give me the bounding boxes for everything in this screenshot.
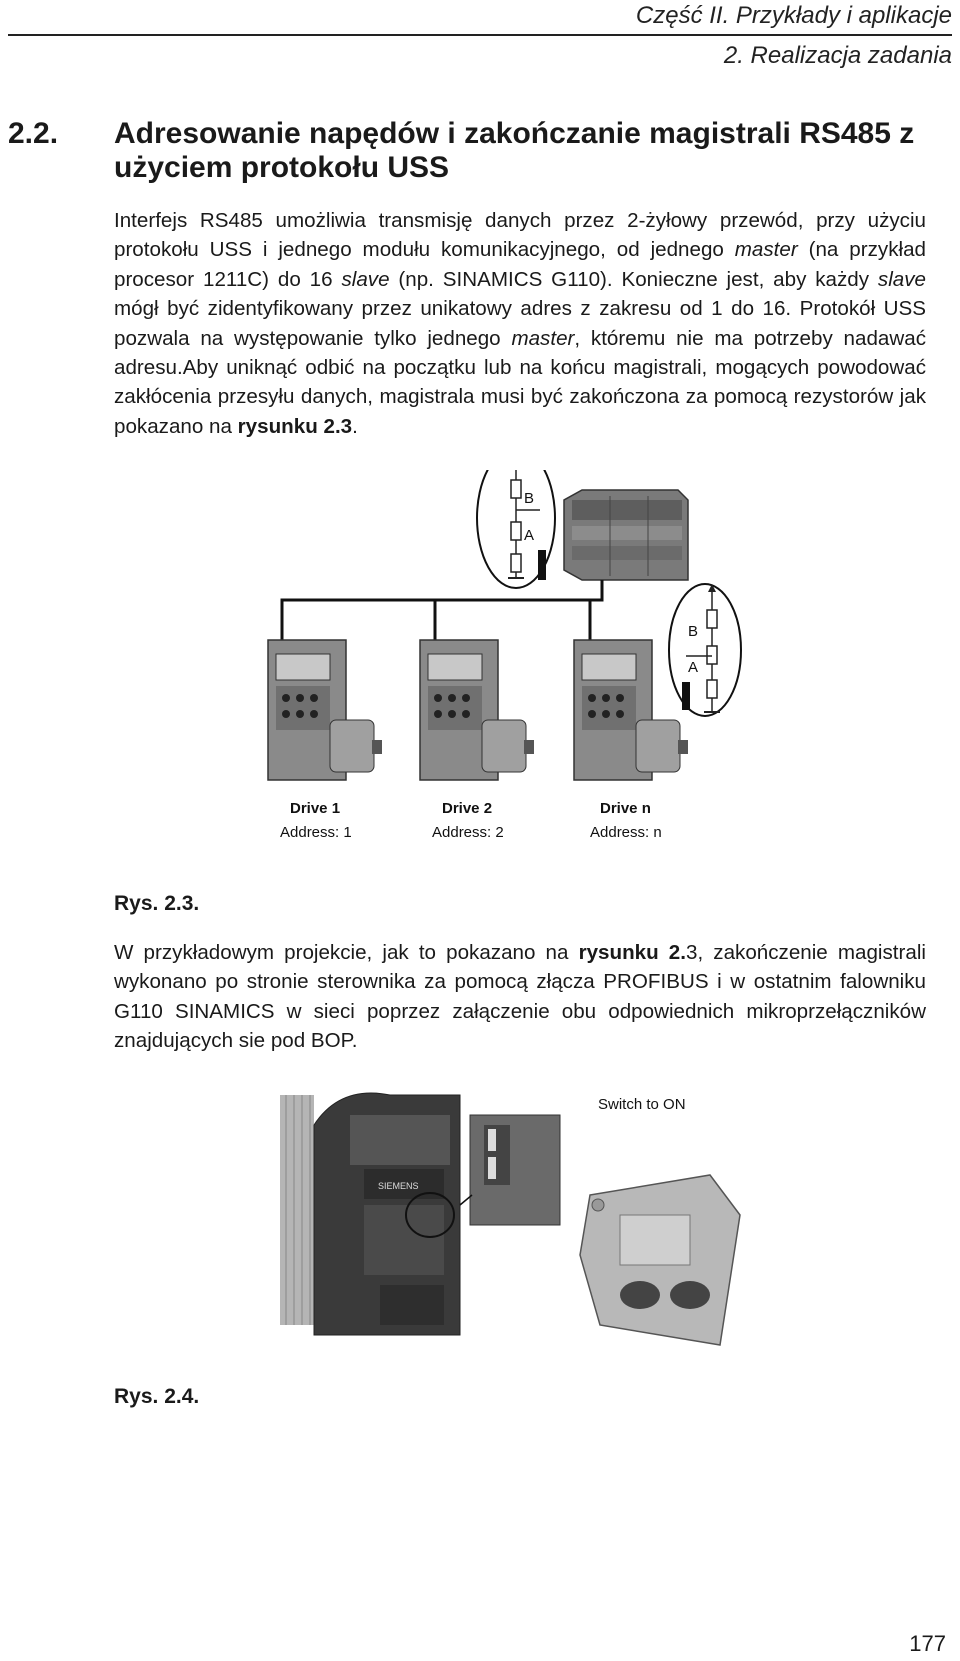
p2-text-2: 3, zakończenie magistrali wykonano po stronie sterownika za pomocą złącza PROFIBUS i w ostatnim falowniku G110 SINAMICS w sieci poprzez załączenie obu odpowiednich mikroprzełączników znajdujących sie pod BOP. [114,941,926,1053]
drive-n-name: Drive n [600,800,651,817]
termination-circuit-drive-n [669,584,741,716]
p1-text-1: Interfejs RS485 umożliwia transmisję danych przez 2-żyłowy przewód, przy użyciu protokołu USS i jednego modułu komunikacyjnego, od jednego [114,209,926,262]
termination-circuit-plc [477,470,555,588]
bus-cable [282,580,602,640]
running-header-chapter: 2. Realizacja zadania [723,42,952,69]
paragraph-termination [114,938,926,1056]
p1-figure-reference: rysunku 2.3 [237,414,353,438]
header-rule [8,34,952,36]
drive-1-image [268,640,382,780]
p1-text-5: , któremu nie ma potrzeby nadawać adresu.Aby uniknąć odbić na początku lub na końcu magistrali, mogących powodować zakłócenia przesyłu danych, magistrala musi być zakończona za pomocą rezystorów jak pokazano na [114,326,926,438]
figure-bus-diagram [260,470,780,870]
inverter-photo [280,1093,460,1335]
figure-2-3-caption: Rys. 2.3. [114,892,200,915]
drive-2-name: Drive 2 [442,800,493,817]
p1-text-6: . [352,414,358,438]
p1-text-4: mógł być zidentyfikowany przez unikatowy adres z zakresu od 1 do 16. Protokół USS pozwala na występowanie tylko jednego [114,297,926,350]
plc-controller-image [564,490,688,580]
drive-1-address: Address: 1 [280,824,352,841]
drive-n-image [574,640,688,780]
figure-hardware-photo [280,1085,750,1385]
drive-n-address: Address: n [590,824,662,841]
label-a-plc: A [524,527,535,544]
dip-switch-zoom-inset [460,1115,560,1225]
switch-to-on-label: Switch to ON [598,1096,686,1113]
section-number: 2.2. [8,117,59,150]
profibus-connector-photo [580,1175,740,1345]
running-header-part: Część II. Przykłady i aplikacje [635,2,952,29]
drive-2-address: Address: 2 [432,824,504,841]
label-b-plc: B [524,490,535,507]
p1-text-2: (na przykład procesor 1211C) do 16 [114,238,926,291]
p1-slave-2: slave [877,267,926,291]
page-number: 177 [909,1631,946,1656]
section-title: Adresowanie napędów i zakończanie magistrali RS485 z użyciem protokołu USS [114,117,915,184]
bus-diagram-svg [260,470,780,870]
drive-1-name: Drive 1 [290,800,341,817]
p1-master-2: master [511,326,575,350]
p1-master-1: master [734,238,798,262]
hardware-photo-svg [280,1085,750,1385]
p2-text-1: W przykładowym projekcie, jak to pokazano na [114,941,579,964]
figure-2-4-caption: Rys. 2.4. [114,1385,200,1408]
p2-figure-reference: rysunku 2. [578,941,686,964]
paragraph-intro [114,206,926,441]
drive-2-image [420,640,534,780]
label-a-drive: A [688,659,699,676]
siemens-brand: SIEMENS [378,1181,419,1191]
label-b-drive: B [688,623,699,640]
p1-slave-1: slave [341,267,390,291]
p1-text-3: (np. SINAMICS G110). Konieczne jest, aby każdy [389,267,878,291]
